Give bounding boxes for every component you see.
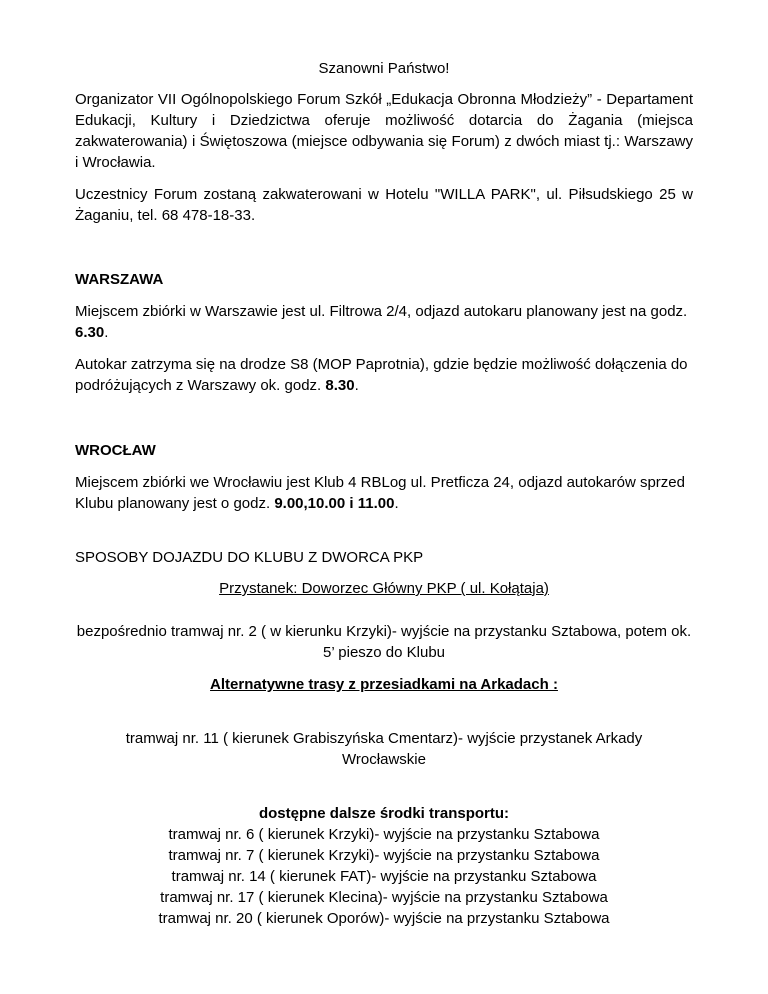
warszawa-departure-time: 6.30 — [75, 324, 105, 341]
intro-paragraph: Organizator VII Ogólnopolskiego Forum Szkół „Edukacja Obronna Młodzieży” - Departament Edukacji, Kultury i Dziedzictwa oferuje możliwość dotarcia do Żagania (miejsca zakwaterowania) i Świętoszowa (miejsce odbywania się Forum) z dwóch miast tj.: Warszawy i Wrocławia. — [75, 91, 693, 171]
direct-route: bezpośrednio tramwaj nr. 2 ( w kierunku Krzyki)- wyjście na przystanku Sztabowa, potem ok. 5’ pieszo do Klubu — [76, 623, 692, 661]
further-transport-heading: dostępne dalsze środki transportu: — [258, 805, 510, 822]
transport-heading: SPOSOBY DOJAZDU DO KLUBU Z DWORCA PKP — [75, 549, 424, 566]
warszawa-stop-time: 8.30 — [325, 377, 355, 394]
alternative-routes-heading: Alternatywne trasy z przesiadkami na Arkadach : — [210, 676, 558, 693]
greeting: Szanowni Państwo! — [318, 60, 450, 77]
wroclaw-heading: WROCŁAW — [75, 442, 156, 459]
transport-option: tramwaj nr. 6 ( kierunek Krzyki)- wyjście na przystanku Sztabowa — [168, 826, 600, 843]
transport-option: tramwaj nr. 14 ( kierunek FAT)- wyjście na przystanku Sztabowa — [171, 868, 597, 885]
transport-options-list — [75, 824, 693, 929]
hotel-paragraph: Uczestnicy Forum zostaną zakwaterowani w Hotelu "WILLA PARK", ul. Piłsudskiego 25 w Żaganiu, tel. 68 478-18-33. — [75, 186, 693, 224]
warszawa-heading: WARSZAWA — [75, 271, 164, 288]
wroclaw-departure-times: 9.00,10.00 i 11.00 — [274, 495, 395, 512]
warszawa-meeting-paragraph: Miejscem zbiórki w Warszawie jest ul. Filtrowa 2/4, odjazd autokaru planowany jest na godz. 6.30. — [75, 303, 688, 341]
stop-name: Przystanek: Doworzec Główny PKP ( ul. Kołątaja) — [219, 580, 549, 597]
transport-option: tramwaj nr. 20 ( kierunek Oporów)- wyjście na przystanku Sztabowa — [158, 910, 610, 927]
warszawa-stop-paragraph: Autokar zatrzyma się na drodze S8 (MOP Paprotnia), gdzie będzie możliwość dołączenia do podróżujących z Warszawy ok. godz. 8.30. — [75, 356, 688, 394]
transport-option: tramwaj nr. 17 ( kierunek Klecina)- wyjście na przystanku Sztabowa — [160, 889, 608, 906]
document-page — [75, 58, 693, 929]
wroclaw-meeting-paragraph: Miejscem zbiórki we Wrocławiu jest Klub 4 RBLog ul. Pretficza 24, odjazd autokarów sprzed Klubu planowany jest o godz. 9.00,10.00 i 11.00. — [75, 474, 685, 512]
transport-option: tramwaj nr. 7 ( kierunek Krzyki)- wyjście na przystanku Sztabowa — [168, 847, 600, 864]
alternative-route: tramwaj nr. 11 ( kierunek Grabiszyńska Cmentarz)- wyjście przystanek Arkady Wrocławskie — [125, 730, 643, 768]
